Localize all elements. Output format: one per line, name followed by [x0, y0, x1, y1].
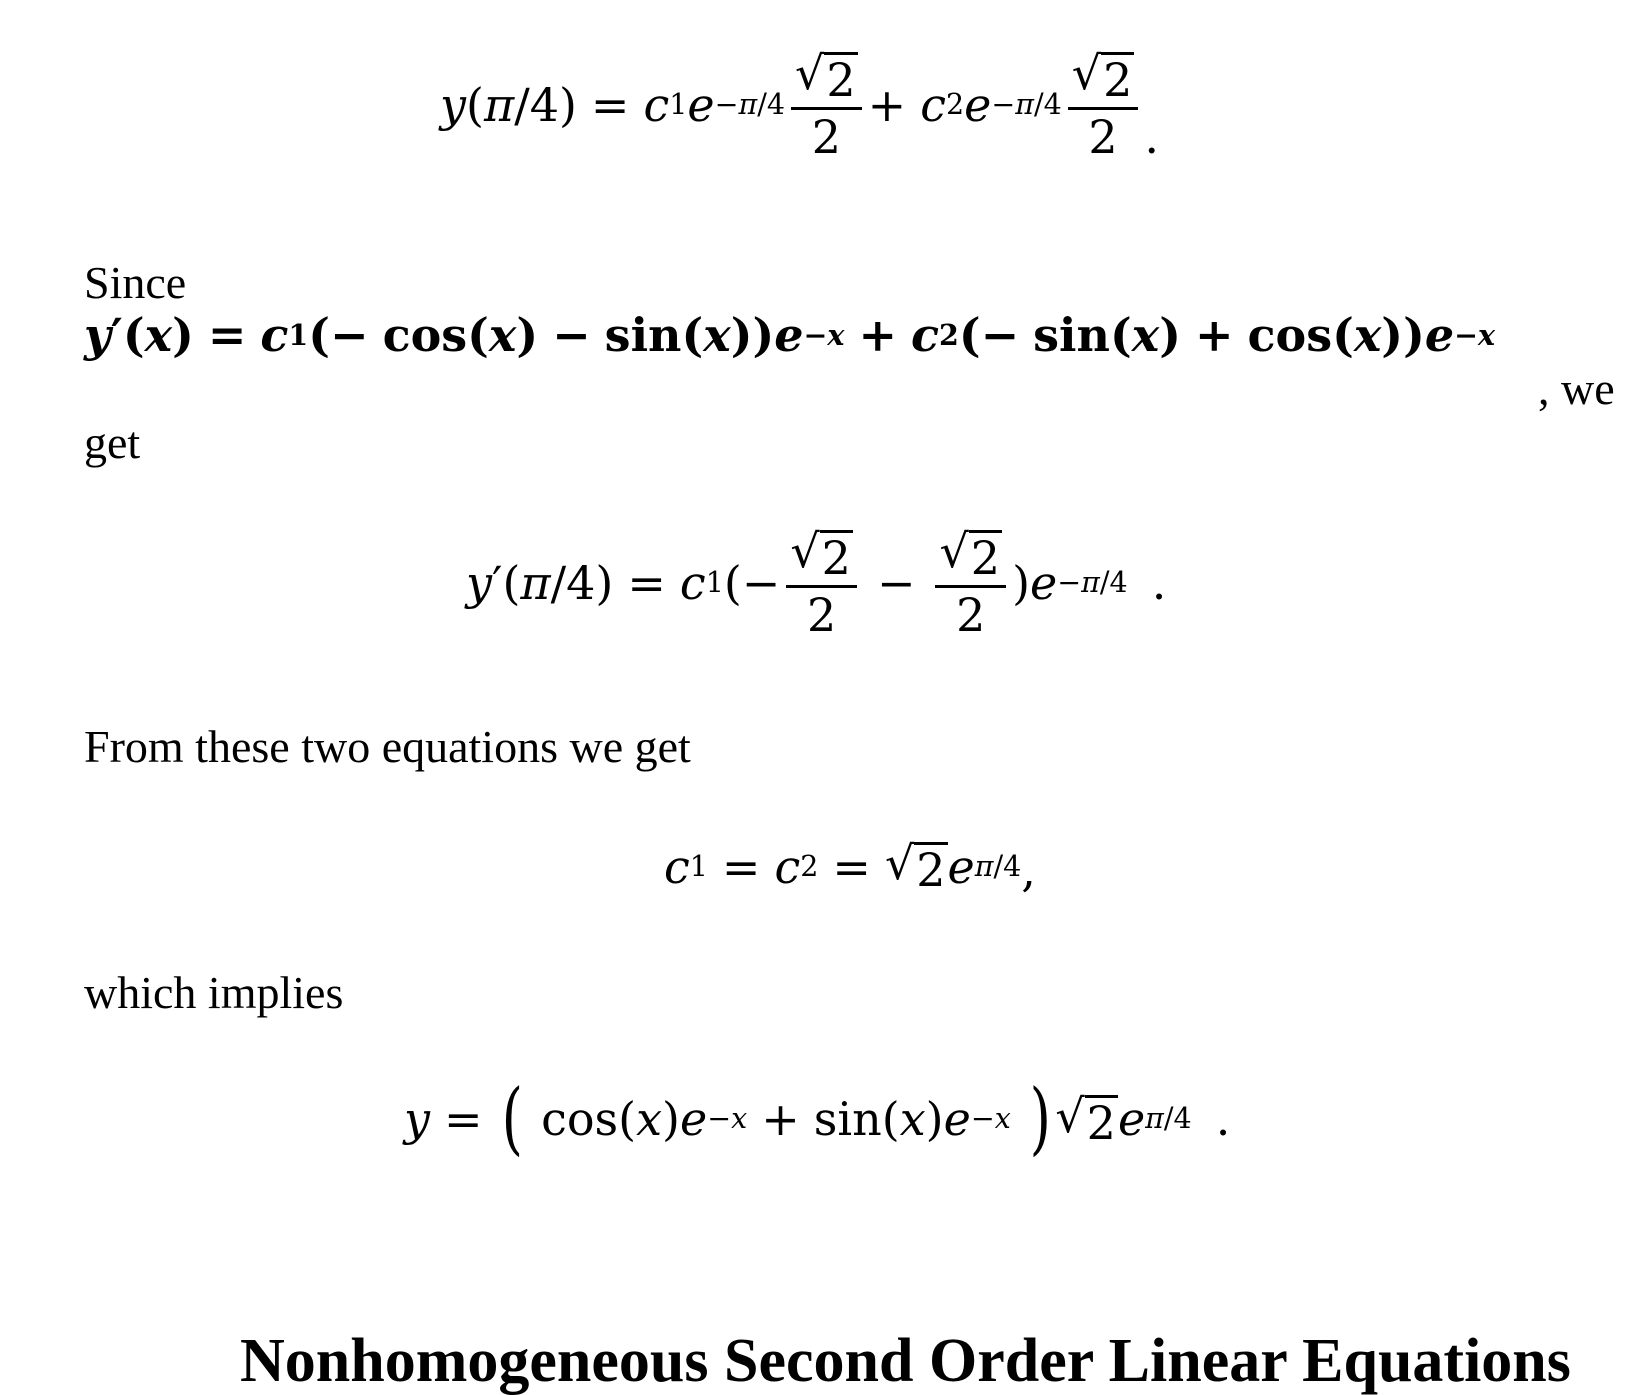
text-get: get	[84, 417, 141, 468]
equals-sign: =	[444, 1092, 483, 1147]
num-4: 4	[1043, 88, 1062, 121]
equals-sign: =	[207, 308, 247, 362]
radical-sign: √	[1055, 1088, 1085, 1143]
radicand: 2	[821, 531, 851, 585]
equation-y-prime-at-pi-over-4: y ′ ( π / 4 ) = c 1 ( − √ 2 2 − √ 2 2 ) e −π/4 .	[466, 524, 1167, 642]
equals-sign: =	[627, 556, 666, 610]
var-pi: π	[1015, 88, 1034, 121]
minus-sign: −	[330, 308, 369, 362]
fraction-sqrt2-over-2	[791, 46, 862, 164]
var-x: x	[1131, 308, 1160, 362]
func-cos: cos	[1247, 308, 1333, 362]
minus: −	[803, 318, 828, 352]
equals-sign: =	[590, 78, 630, 132]
var-y: y	[440, 78, 466, 132]
denominator: 2	[1088, 110, 1118, 164]
radical-sign: √	[1071, 46, 1102, 100]
func-sin: sin	[813, 1092, 882, 1147]
equals-sign: =	[832, 839, 871, 894]
plus-sign: +	[1194, 308, 1234, 362]
radicand: 2	[970, 531, 1001, 585]
equation-solution-y	[404, 1073, 1231, 1164]
func-cos: cos	[541, 1092, 619, 1147]
slash: /	[1099, 566, 1110, 599]
var-c: c	[920, 78, 946, 132]
text-we: , we	[1538, 363, 1615, 414]
minus: −	[1057, 566, 1082, 599]
radical-sign: √	[884, 836, 915, 890]
num-4: 4	[766, 88, 786, 121]
minus: −	[991, 88, 1016, 121]
comma: ,	[1021, 843, 1036, 897]
func-cos: cos	[382, 308, 468, 362]
paren: (	[308, 308, 331, 362]
var-e: e	[774, 308, 804, 362]
minus-sign: −	[980, 308, 1020, 362]
paren: (	[466, 78, 484, 132]
slash: /	[514, 78, 530, 132]
paren: )	[1403, 308, 1425, 362]
minus: −	[707, 1102, 732, 1136]
plus-sign: +	[867, 78, 907, 132]
num-4: 4	[1173, 1102, 1192, 1136]
paren: (	[618, 1092, 637, 1147]
paren: )	[730, 308, 753, 362]
radicand: 2	[1086, 1095, 1116, 1150]
radicand: 2	[1103, 53, 1133, 107]
slash: /	[550, 556, 567, 610]
sqrt-2	[884, 836, 948, 897]
period: .	[1144, 110, 1159, 164]
num-4: 4	[529, 78, 559, 132]
slash: /	[1034, 88, 1044, 121]
var-x: x	[1478, 318, 1496, 352]
paren: (	[1109, 308, 1132, 362]
slash: /	[1163, 1102, 1174, 1136]
var-x: x	[144, 308, 173, 362]
paren: )	[595, 556, 614, 610]
paren: )	[752, 308, 775, 362]
minus-sign: −	[876, 556, 916, 610]
sqrt-2	[786, 524, 857, 585]
var-c: c	[679, 556, 706, 610]
sqrt-2	[935, 524, 1006, 585]
plus-sign: +	[858, 308, 897, 362]
sqrt-2	[791, 46, 862, 107]
num-4: 4	[1109, 566, 1128, 599]
var-x: x	[994, 1102, 1011, 1136]
var-c: c	[774, 839, 801, 894]
paren: )	[1012, 556, 1031, 610]
var-e: e	[1117, 1092, 1146, 1147]
func-sin: sin	[604, 308, 682, 362]
text-which-implies: which implies	[84, 967, 344, 1018]
minus-sign: −	[741, 556, 781, 610]
paren: (	[681, 308, 704, 362]
var-e: e	[680, 1092, 708, 1147]
var-pi: π	[520, 556, 551, 610]
paren: (	[502, 556, 521, 610]
var-e: e	[1424, 308, 1455, 362]
big-left-paren: (	[501, 1073, 523, 1164]
period: .	[1151, 556, 1167, 610]
var-pi: π	[1145, 1102, 1164, 1136]
equation-c1-equals-c2: c 1 = c 2 = √ 2 e π/4 ,	[664, 836, 1036, 897]
var-y: y	[84, 308, 111, 362]
paren: (	[958, 308, 981, 362]
paren: )	[662, 1092, 680, 1147]
radical-sign: √	[939, 524, 969, 578]
sqrt-2	[1055, 1088, 1118, 1150]
func-sin: sin	[1033, 308, 1110, 362]
equation-y-prime-of-x: y ′ ( x ) = c 1 ( − cos ( x ) − sin ( x ) ) e −x + c 2 ( − sin ( x ) + cos ( x ) ) e −x	[84, 308, 1496, 362]
paren: )	[1381, 308, 1404, 362]
var-e: e	[964, 78, 992, 132]
num-4: 4	[566, 556, 596, 610]
fraction-sqrt2-over-2	[786, 524, 857, 642]
var-x: x	[731, 1102, 748, 1136]
var-c: c	[664, 839, 690, 894]
var-e: e	[1030, 556, 1058, 610]
minus: −	[970, 1102, 995, 1136]
fraction-sqrt2-over-2	[1068, 46, 1139, 164]
text-from-these-equations: From these two equations we get	[84, 721, 691, 772]
var-c: c	[643, 78, 670, 132]
var-c: c	[260, 308, 289, 362]
slash: /	[757, 88, 767, 121]
paren: )	[1159, 308, 1181, 362]
sqrt-2	[1068, 46, 1139, 107]
var-e: e	[947, 839, 975, 894]
equation-y-at-pi-over-4: y ( π / 4 ) = c 1 e −π/4 √ 2 2 + c 2 e −π/4 √ 2 2 .	[440, 46, 1159, 164]
minus: −	[1454, 318, 1479, 352]
radicand: 2	[916, 843, 946, 897]
var-x: x	[899, 1092, 926, 1147]
minus-sign: −	[552, 308, 591, 362]
slash: /	[993, 849, 1004, 883]
period: .	[1215, 1092, 1231, 1147]
paren: (	[723, 556, 742, 610]
plus-sign: +	[761, 1092, 800, 1147]
var-e: e	[943, 1092, 971, 1147]
var-y: y	[404, 1092, 430, 1147]
radical-sign: √	[795, 46, 825, 100]
paren: (	[122, 308, 145, 362]
denominator: 2	[956, 588, 986, 642]
paren: (	[881, 1092, 900, 1147]
var-c: c	[910, 308, 939, 362]
equals-sign: =	[721, 839, 761, 894]
fraction-sqrt2-over-2	[935, 524, 1006, 642]
paren: )	[172, 308, 194, 362]
paren: (	[1332, 308, 1354, 362]
var-x: x	[1353, 308, 1382, 362]
var-x: x	[488, 308, 517, 362]
text-since: Since	[84, 257, 187, 308]
var-pi: π	[738, 88, 758, 121]
paren: (	[467, 308, 489, 362]
denominator: 2	[811, 110, 841, 164]
radical-sign: √	[790, 524, 820, 578]
var-pi: π	[483, 78, 515, 132]
radicand: 2	[826, 53, 856, 107]
var-x: x	[703, 308, 731, 362]
num-4: 4	[1003, 849, 1022, 883]
prime: ′	[110, 308, 123, 362]
big-right-paren: )	[1029, 1073, 1051, 1164]
minus: −	[714, 88, 739, 121]
section-heading: Nonhomogeneous Second Order Linear Equations	[240, 1327, 1571, 1395]
prime: ′	[492, 556, 503, 610]
var-x: x	[827, 318, 845, 352]
var-pi: π	[974, 849, 994, 883]
paren: )	[516, 308, 539, 362]
var-x: x	[636, 1092, 663, 1147]
paren: )	[925, 1092, 944, 1147]
denominator: 2	[807, 588, 837, 642]
var-e: e	[687, 78, 715, 132]
var-y: y	[466, 556, 492, 610]
paren: )	[558, 78, 577, 132]
var-pi: π	[1081, 566, 1100, 599]
